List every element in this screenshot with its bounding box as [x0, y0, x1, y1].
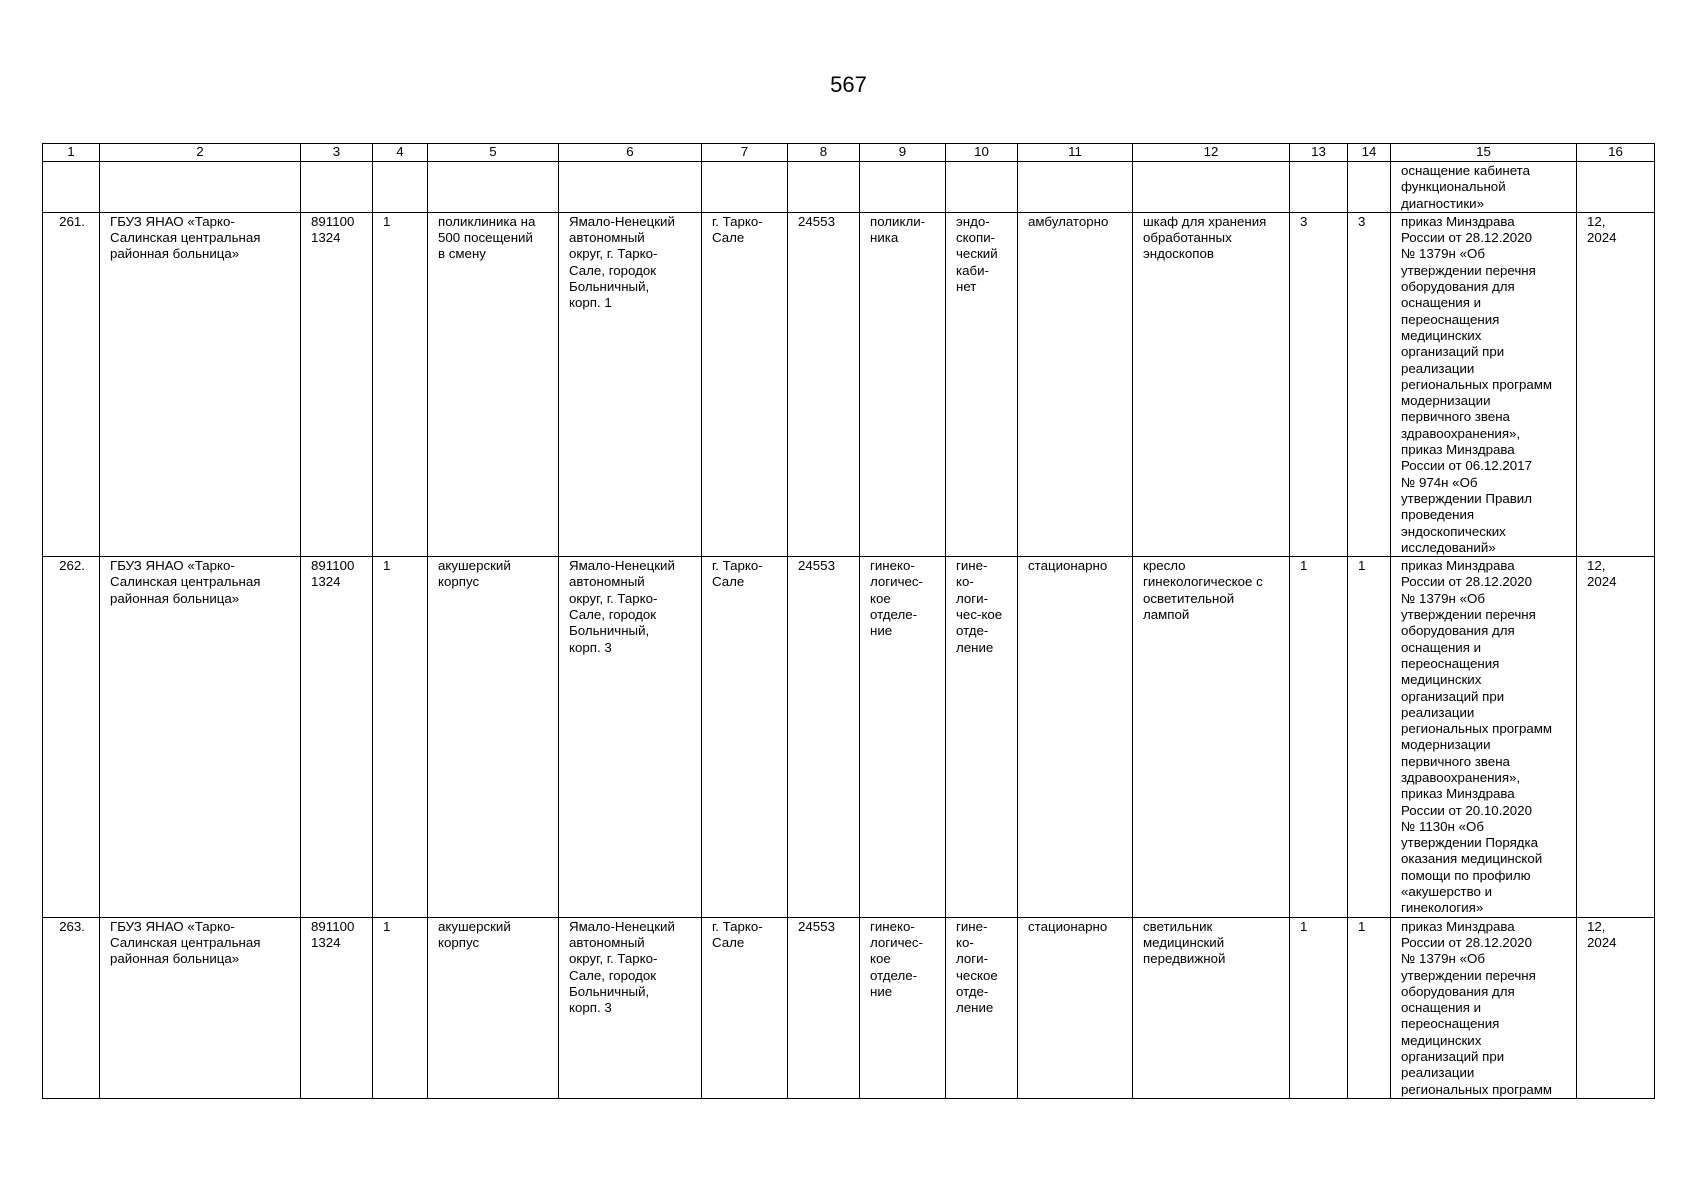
room-cell-line: ление [956, 639, 994, 655]
address-cell [559, 917, 702, 1098]
address-cell-line: округ, г. Тарко- [569, 590, 658, 606]
basis-cell-line: здравоохранения», [1401, 769, 1521, 785]
organization-cell-line: ГБУЗ ЯНАО «Тарко- [110, 918, 235, 934]
room-cell-line: отде- [956, 623, 989, 639]
basis-cell-line: оснащения и [1401, 639, 1482, 655]
column-header: 8 [788, 144, 860, 162]
basis-cell-line: России от 06.12.2017 [1401, 458, 1532, 474]
column-header: 9 [860, 144, 946, 162]
date-cell [1577, 917, 1655, 1098]
city-cell-line: г. Тарко- [712, 918, 763, 934]
oktmo-cell: 24553 [788, 917, 860, 1098]
basis-cell-line: помощи по профилю [1401, 867, 1531, 883]
room-cell-line: гине- [956, 558, 988, 574]
mode-cell: амбулаторно [1018, 212, 1133, 556]
organization-cell-line: Салинская центральная [110, 574, 261, 590]
basis-cell-line: проведения [1401, 507, 1475, 523]
oktmo-cell: 24553 [788, 557, 860, 918]
address-cell-line: Сале, городок [569, 607, 657, 623]
basis-cell-line: региональных программ [1401, 1081, 1553, 1097]
room-cell-line: ко- [956, 934, 974, 950]
organization-cell-line: ГБУЗ ЯНАО «Тарко- [110, 213, 235, 229]
empty-cell [860, 162, 946, 213]
basis-cell [1391, 557, 1577, 918]
equipment-cell-line: светильник [1143, 918, 1213, 934]
basis-cell-line: эндоскопических [1401, 523, 1506, 539]
equipment-cell-line: лампой [1143, 607, 1190, 623]
city-cell-line: Сале [712, 574, 745, 590]
department-cell [860, 212, 946, 556]
basis-cell-line: оборудования для [1401, 279, 1515, 295]
department-cell [860, 557, 946, 918]
address-cell-line: Ямало-Ненецкий [569, 558, 675, 574]
basis-cell-line: организаций при [1401, 688, 1505, 704]
department-cell-line: ника [870, 230, 899, 246]
date-cell-line: 12, [1587, 558, 1606, 574]
city-cell [702, 557, 788, 918]
building-cell [428, 557, 559, 918]
empty-cell [1133, 162, 1290, 213]
address-cell-line: округ, г. Тарко- [569, 246, 658, 262]
basis-cell-line: утверждении перечня [1401, 607, 1536, 623]
basis-cell-line: модернизации [1401, 737, 1491, 753]
empty-cell [1290, 162, 1348, 213]
organization-cell-line: районная больница» [110, 951, 240, 967]
basis-cell [1391, 212, 1577, 556]
basis-cell-line: диагностики» [1401, 195, 1484, 211]
address-cell-line: Ямало-Ненецкий [569, 213, 675, 229]
address-cell-line: корп. 3 [569, 639, 612, 655]
basis-cell-line: № 974н «Об [1401, 474, 1478, 490]
equipment-cell [1133, 557, 1290, 918]
equipment-cell-line: обработанных [1143, 230, 1232, 246]
address-cell [559, 212, 702, 556]
code-cell [301, 917, 373, 1098]
room-cell [946, 557, 1018, 918]
column-header: 13 [1290, 144, 1348, 162]
city-cell-line: Сале [712, 934, 745, 950]
continuation-row [43, 162, 1655, 213]
department-cell-line: гинеко- [870, 558, 915, 574]
basis-cell-line: реализации [1401, 1065, 1475, 1081]
date-cell-line: 2024 [1587, 230, 1617, 246]
city-cell [702, 212, 788, 556]
quantity-cell: 1 [1348, 917, 1391, 1098]
column-header: 14 [1348, 144, 1391, 162]
room-cell-line: ление [956, 1000, 994, 1016]
basis-cell-line: оснащения и [1401, 1000, 1482, 1016]
equipment-cell-line: осветительной [1143, 590, 1235, 606]
department-cell-line: кое [870, 951, 891, 967]
department-cell-line: отделе- [870, 967, 918, 983]
organization-cell [100, 917, 301, 1098]
basis-cell-line: оборудования для [1401, 623, 1515, 639]
organization-cell-line: Салинская центральная [110, 230, 261, 246]
basis-cell-line: медицинских [1401, 672, 1482, 688]
basis-cell-line: приказ Минздрава [1401, 918, 1515, 934]
empty-cell [946, 162, 1018, 213]
date-cell-line: 12, [1587, 918, 1606, 934]
empty-cell [1018, 162, 1133, 213]
column-header: 3 [301, 144, 373, 162]
basis-cell-line: приказ Минздрава [1401, 213, 1515, 229]
header-row [43, 144, 1655, 162]
room-cell-line: логи- [956, 951, 989, 967]
equipment-cell [1133, 212, 1290, 556]
room-cell-line: отде- [956, 983, 989, 999]
basis-cell-line: гинекология» [1401, 900, 1484, 916]
code-cell-line: 1324 [311, 934, 341, 950]
address-cell-line: Больничный, [569, 623, 650, 639]
basis-cell-line: переоснащения [1401, 311, 1500, 327]
code-cell-line: 891100 [311, 558, 355, 574]
room-cell-line: ческий [956, 246, 998, 262]
empty-cell [1577, 162, 1655, 213]
room-cell-line: ческое [956, 967, 998, 983]
quantity-cell: 1 [1290, 557, 1348, 918]
organization-cell-line: районная больница» [110, 246, 240, 262]
city-cell-line: г. Тарко- [712, 558, 763, 574]
building-cell [428, 917, 559, 1098]
basis-cell-line: переоснащения [1401, 655, 1500, 671]
column-header: 16 [1577, 144, 1655, 162]
quantity-cell: 1 [1348, 557, 1391, 918]
row-number: 261. [43, 212, 100, 556]
address-cell-line: округ, г. Тарко- [569, 951, 658, 967]
column-header: 11 [1018, 144, 1133, 162]
table-row [43, 557, 1655, 918]
address-cell-line: Ямало-Ненецкий [569, 918, 675, 934]
basis-cell-line: оказания медицинской [1401, 851, 1543, 867]
date-cell-line: 12, [1587, 213, 1606, 229]
building-cell-line: корпус [438, 574, 480, 590]
oktmo-cell: 24553 [788, 212, 860, 556]
equipment-cell-line: кресло [1143, 558, 1186, 574]
equipment-cell-line: медицинский [1143, 934, 1225, 950]
equipment-cell [1133, 917, 1290, 1098]
building-cell [428, 212, 559, 556]
row-number: 262. [43, 557, 100, 918]
column-header: 4 [373, 144, 428, 162]
room-cell-line: нет [956, 279, 977, 295]
room-cell [946, 917, 1018, 1098]
basis-cell-line: оборудования для [1401, 983, 1515, 999]
column-header: 1 [43, 144, 100, 162]
basis-cell-line: России от 28.12.2020 [1401, 574, 1532, 590]
basis-cell-line: оснащения и [1401, 295, 1482, 311]
address-cell-line: Больничный, [569, 983, 650, 999]
city-cell [702, 917, 788, 1098]
organization-cell [100, 557, 301, 918]
address-cell-line: корп. 1 [569, 295, 612, 311]
basis-cell-line: № 1379н «Об [1401, 590, 1485, 606]
empty-cell [373, 162, 428, 213]
code-cell [301, 557, 373, 918]
room-cell-line: логи- [956, 590, 989, 606]
department-cell-line: ние [870, 623, 893, 639]
table-row [43, 212, 1655, 556]
column-header: 10 [946, 144, 1018, 162]
basis-cell [1391, 917, 1577, 1098]
basis-cell-line: приказ Минздрава [1401, 558, 1515, 574]
building-cell-line: акушерский [438, 918, 511, 934]
department-cell-line: отделе- [870, 607, 918, 623]
department-cell [860, 917, 946, 1098]
basis-cell-line: исследований» [1401, 539, 1496, 555]
quantity-cell: 3 [1290, 212, 1348, 556]
date-cell-line: 2024 [1587, 574, 1617, 590]
date-cell [1577, 557, 1655, 918]
basis-cell-line: первичного звена [1401, 753, 1510, 769]
equipment-cell-line: эндоскопов [1143, 246, 1214, 262]
date-cell-line: 2024 [1587, 934, 1617, 950]
table-row [43, 917, 1655, 1098]
organization-cell [100, 212, 301, 556]
empty-cell [1348, 162, 1391, 213]
address-cell-line: автономный [569, 574, 645, 590]
column-header: 2 [100, 144, 301, 162]
basis-cell-line: «акушерство и [1401, 884, 1493, 900]
empty-cell [428, 162, 559, 213]
basis-cell-line: переоснащения [1401, 1016, 1500, 1032]
basis-cell-line: утверждении Порядка [1401, 835, 1539, 851]
equipment-cell-line: шкаф для хранения [1143, 213, 1267, 229]
department-cell-line: логичес- [870, 574, 923, 590]
basis-cell-line: утверждении Правил [1401, 490, 1532, 506]
basis-cell-line: № 1379н «Об [1401, 246, 1485, 262]
building-cell-line: акушерский [438, 558, 511, 574]
basis-cell-line: России от 20.10.2020 [1401, 802, 1532, 818]
department-cell-line: гинеко- [870, 918, 915, 934]
equipment-cell-line: гинекологическое с [1143, 574, 1263, 590]
basis-cell-line: утверждении перечня [1401, 967, 1536, 983]
address-cell [559, 557, 702, 918]
column-header: 15 [1391, 144, 1577, 162]
room-cell-line: скопи- [956, 230, 996, 246]
empty-cell [43, 162, 100, 213]
building-cell-line: в смену [438, 246, 486, 262]
code-cell-line: 891100 [311, 213, 355, 229]
basis-cell-line: приказ Минздрава [1401, 786, 1515, 802]
quantity-cell: 3 [1348, 212, 1391, 556]
address-cell-line: Сале, городок [569, 262, 657, 278]
organization-cell-line: районная больница» [110, 590, 240, 606]
count-cell: 1 [373, 557, 428, 918]
empty-cell [788, 162, 860, 213]
basis-cell-line: реализации [1401, 704, 1475, 720]
room-cell-line: ко- [956, 574, 974, 590]
basis-cell-line: № 1130н «Об [1401, 818, 1484, 834]
basis-cell-line: здравоохранения», [1401, 425, 1521, 441]
department-cell-line: ние [870, 983, 893, 999]
mode-cell: стационарно [1018, 557, 1133, 918]
column-header: 5 [428, 144, 559, 162]
organization-cell-line: ГБУЗ ЯНАО «Тарко- [110, 558, 235, 574]
room-cell-line: каби- [956, 262, 989, 278]
address-cell-line: Сале, городок [569, 967, 657, 983]
empty-cell [301, 162, 373, 213]
basis-cell-line: реализации [1401, 360, 1475, 376]
equipment-cell-line: передвижной [1143, 951, 1226, 967]
room-cell [946, 212, 1018, 556]
basis-cell-line: региональных программ [1401, 376, 1553, 392]
basis-cell-line: приказ Минздрава [1401, 442, 1515, 458]
department-cell-line: поликли- [870, 213, 926, 229]
basis-cell-line: России от 28.12.2020 [1401, 230, 1532, 246]
code-cell-line: 891100 [311, 918, 355, 934]
basis-cell-line: медицинских [1401, 1032, 1482, 1048]
department-cell-line: кое [870, 590, 891, 606]
building-cell-line: поликлиника на [438, 213, 536, 229]
building-cell-line: 500 посещений [438, 230, 533, 246]
basis-cell-line: утверждении перечня [1401, 262, 1536, 278]
basis-cell-line: медицинских [1401, 327, 1482, 343]
quantity-cell: 1 [1290, 917, 1348, 1098]
basis-cell-line: модернизации [1401, 393, 1491, 409]
page-number: 567 [830, 72, 867, 97]
column-header: 6 [559, 144, 702, 162]
basis-cell-line: первичного звена [1401, 409, 1510, 425]
column-header: 12 [1133, 144, 1290, 162]
basis-cell-line: России от 28.12.2020 [1401, 934, 1532, 950]
city-cell-line: Сале [712, 230, 745, 246]
address-cell-line: автономный [569, 934, 645, 950]
basis-cell-line: организаций при [1401, 344, 1505, 360]
basis-cell [1391, 162, 1577, 213]
organization-cell-line: Салинская центральная [110, 934, 261, 950]
room-cell-line: эндо- [956, 213, 990, 229]
room-cell-line: чес-кое [956, 607, 1003, 623]
address-cell-line: Больничный, [569, 279, 650, 295]
basis-cell-line: региональных программ [1401, 721, 1553, 737]
empty-cell [100, 162, 301, 213]
building-cell-line: корпус [438, 934, 480, 950]
basis-cell-line: функциональной [1401, 179, 1506, 195]
column-header: 7 [702, 144, 788, 162]
date-cell [1577, 212, 1655, 556]
room-cell-line: гине- [956, 918, 988, 934]
department-cell-line: логичес- [870, 934, 923, 950]
mode-cell: стационарно [1018, 917, 1133, 1098]
basis-cell-line: оснащение кабинета [1401, 163, 1531, 178]
row-number: 263. [43, 917, 100, 1098]
empty-cell [559, 162, 702, 213]
count-cell: 1 [373, 212, 428, 556]
city-cell-line: г. Тарко- [712, 213, 763, 229]
basis-cell-line: организаций при [1401, 1049, 1505, 1065]
empty-cell [702, 162, 788, 213]
count-cell: 1 [373, 917, 428, 1098]
code-cell-line: 1324 [311, 230, 341, 246]
address-cell-line: корп. 3 [569, 1000, 612, 1016]
code-cell [301, 212, 373, 556]
equipment-table [42, 143, 1655, 1099]
code-cell-line: 1324 [311, 574, 341, 590]
basis-cell-line: № 1379н «Об [1401, 951, 1485, 967]
address-cell-line: автономный [569, 230, 645, 246]
